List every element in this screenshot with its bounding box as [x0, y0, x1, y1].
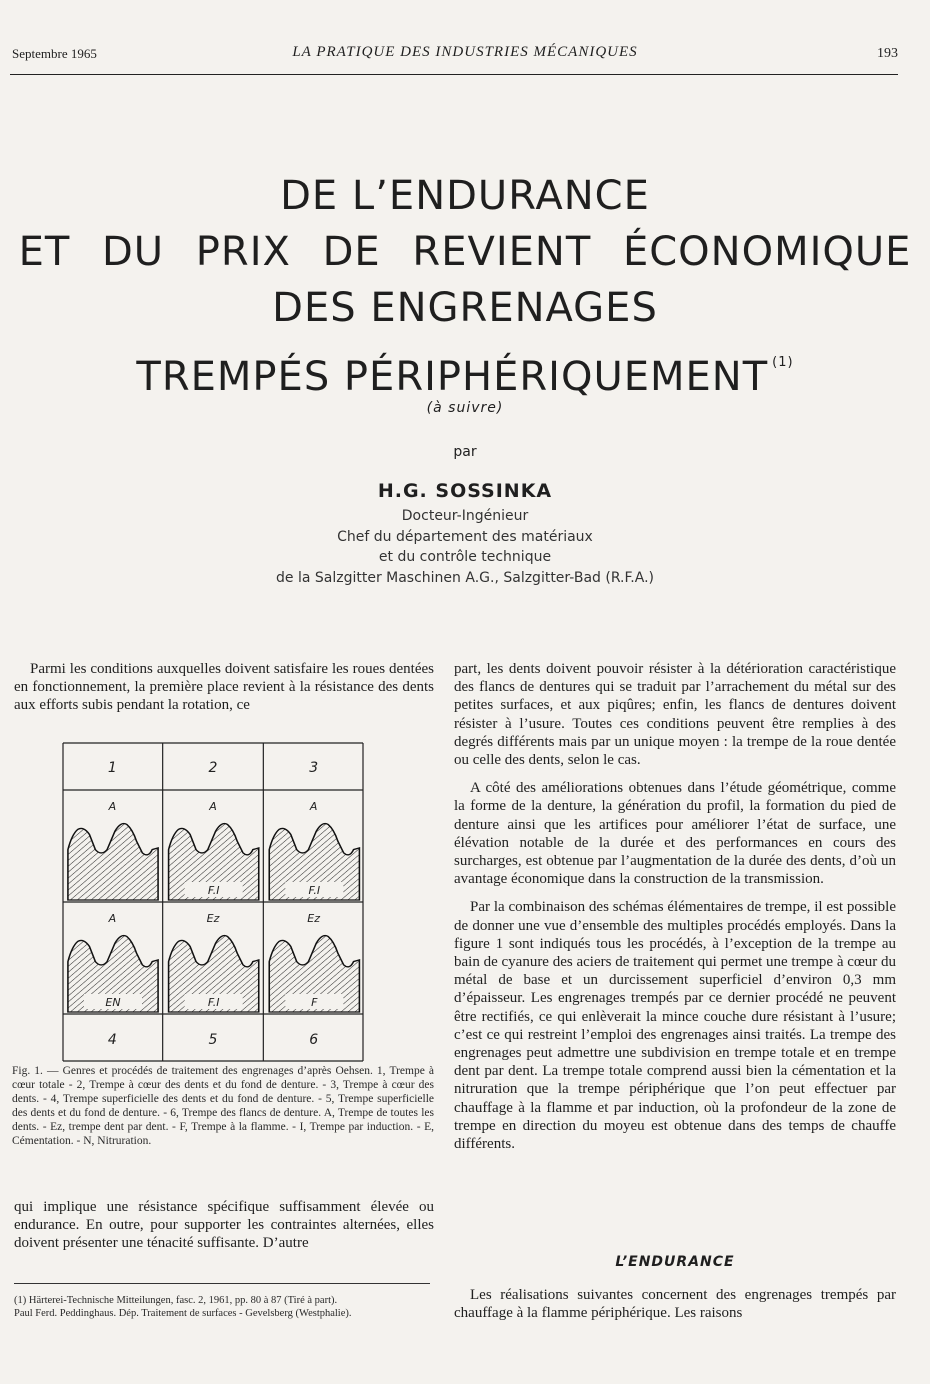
- figure-cell-label: A: [309, 800, 318, 813]
- left-column-intro: [14, 660, 434, 715]
- title-footnote-marker: (1): [772, 355, 794, 370]
- footnote-line-2: Paul Ferd. Peddinghaus. Dép. Traitement de surfaces - Gevelsberg (Westphalie).: [14, 1308, 352, 1319]
- figure-cell-number: 1: [107, 760, 117, 776]
- right-column-section: [454, 1286, 896, 1322]
- header-divider: [10, 74, 898, 75]
- figure-cell-number: 6: [309, 1032, 319, 1048]
- figure-cell-number: 5: [208, 1032, 218, 1048]
- figure-zone-label: F.I: [207, 884, 220, 897]
- subtitle: (à suivre): [426, 400, 504, 416]
- figure-zone-label: F.I: [308, 884, 321, 897]
- journal-title: LA PRATIQUE DES INDUSTRIES MÉCANIQUES: [292, 44, 638, 60]
- figure-cell-label: Ez: [206, 912, 220, 925]
- figure-cell-label: A: [209, 800, 217, 813]
- left-column-continued: [14, 1198, 434, 1253]
- title-line-1: DE L’ENDURANCE: [280, 173, 650, 219]
- figure-zone-label: EN: [105, 996, 121, 1009]
- page-number: 193: [877, 46, 898, 61]
- figure-cell-5: [169, 912, 259, 1048]
- author-affiliation-2: Chef du département des matériaux: [337, 529, 593, 545]
- author-affiliation-3: et du contrôle technique: [378, 549, 552, 565]
- figure-zone-label: F: [311, 996, 318, 1009]
- figure-cell-number: 4: [107, 1032, 117, 1048]
- header-date: Septembre 1965: [12, 46, 97, 61]
- paragraph: qui implique une résistance spécifique suffisamment élevée ou endurance. En outre, pour supporter les contraintes alternées, elles doivent présenter une ténacité suffisante. D’autre: [14, 1199, 434, 1252]
- footnote-divider: [14, 1283, 430, 1284]
- figure-cell-label: Ez: [307, 912, 321, 925]
- paragraph: Parmi les conditions auxquelles doivent satisfaire les roues dentées en fonctionnement, la première place revient à la résistance des dents aux efforts subis pendant la rotation, ce: [14, 661, 434, 714]
- footnote-line-1: (1) Härterei-Technische Mitteilungen, fasc. 2, 1961, pp. 80 à 87 (Tiré à part).: [14, 1295, 338, 1306]
- figure-cell-4: [68, 912, 158, 1048]
- figure-cell-6: [269, 912, 359, 1048]
- paragraph: A côté des améliorations obtenues dans l’étude géométrique, comme la forme de la denture, la génération du profil, la formation du pied de denture ainsi que les artifices pour améliorer l’état de surface, une élévation notable de la durée et des performances en cours des surcharges, est obtenue par l’augmentation de la durée des dents, d’où un avantage économique dans la construction de la transmission.: [454, 780, 896, 888]
- author-affiliation-1: Docteur-Ingénieur: [401, 508, 529, 524]
- paragraph: part, les dents doivent pouvoir résister à la détérioration caractéristique des flancs de dentures qui se traduit par l’arrachement du métal sur des petites surfaces, et aux piqûres; enfin, les flancs de dentures doivent résister à l’usure. Toutes ces conditions peuvent être remplies à des degrés différents mais par un unique moyen : la trempe de la roue dentée ou celle des dents, selon le cas.: [454, 661, 896, 769]
- author-name: H.G. SOSSINKA: [377, 480, 553, 502]
- figure-1-diagram: [62, 742, 364, 1062]
- figure-1: [62, 742, 364, 1062]
- title-line-4: [0, 343, 930, 400]
- paragraph: Les réalisations suivantes concernent des engrenages trempés par chauffage à la flamme périphérique. Les raisons: [454, 1287, 896, 1322]
- figure-cell-3: [269, 760, 359, 900]
- footnote: [14, 1294, 434, 1320]
- figure-cell-label: A: [108, 800, 117, 813]
- figure-cell-number: 2: [208, 760, 218, 776]
- title-line-2: ET DU PRIX DE REVIENT ÉCONOMIQUE: [18, 229, 912, 275]
- paragraph: Par la combinaison des schémas élémentaires de trempe, il est possible de donner une vue d’ensemble des multiples procédés employés. Dans la figure 1 sont indiqués tous les procédés, à l’exception de la trempe au bain de cyanure des aciers de traitement qui permet une trempe à cœur du métal de base et un durcissement superficiel d’environ 0,3 mm d’épaisseur. Les engrenages trempés par ce dernier procédé ne peuvent être rectifiés, ce qui enlèverait la mince couche dure résistant à l’usure; c’est ce qui restreint l’emploi des engrenages ainsi traités. La trempe des engrenages peut admettre une subdivision en trempe totale et en trempe dent par dent. La trempe totale comprend aussi bien la cémentation et la nitruration que la trempe périphérique que l’on peut effectuer par chauffage à la flamme et par induction, où la profondeur de la zone de trempe en direction du moyeu est obtenue dans des temps de chauffe différents.: [454, 899, 896, 1153]
- by-line: par: [453, 444, 477, 460]
- figure-1-caption: Fig. 1. — Genres et procédés de traitement des engrenages d’après Oehsen. 1, Trempe à cœur totale - 2, Trempe à cœur des dents et du fond de denture. - 3, Trempe à cœur des dents. - 4, Trempe superficielle des dents et du fond de denture. - 5, Trempe superficielle des dents et du fond de denture. - 6, Trempe des flancs de denture. A, Trempe de toutes les dents. - Ez, trempe dent par dent. - F, Trempe à la flamme. - I, Trempe par induction. - E, Cémentation. - N, Nitruration.: [12, 1065, 434, 1147]
- title-line-3: DES ENGRENAGES: [272, 285, 658, 331]
- figure-cell-label: A: [108, 912, 117, 925]
- figure-cell-number: 3: [309, 760, 319, 776]
- figure-cell-2: [169, 760, 259, 900]
- figure-zone-label: F.I: [207, 996, 220, 1009]
- right-column: [454, 660, 896, 1153]
- figure-cell-1: [68, 760, 158, 900]
- gear-tooth-section: [68, 824, 158, 900]
- title-line-4-text: TREMPÉS PÉRIPHÉRIQUEMENT: [136, 354, 769, 400]
- section-heading: L’ENDURANCE: [615, 1254, 735, 1270]
- figure-grid: [63, 743, 363, 1061]
- author-affiliation-4: de la Salzgitter Maschinen A.G., Salzgitter-Bad (R.F.A.): [276, 570, 654, 586]
